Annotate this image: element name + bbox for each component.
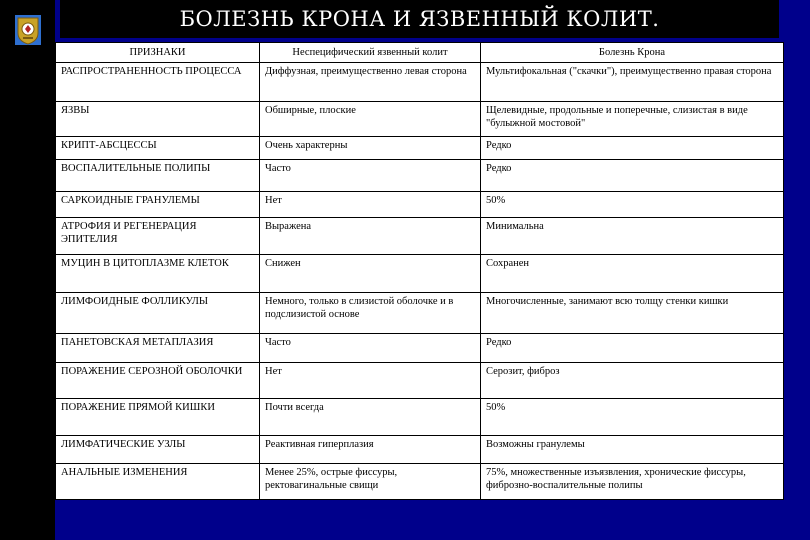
row-crohns: 50% <box>481 192 784 218</box>
table-row <box>56 102 784 137</box>
comparison-table <box>55 42 784 500</box>
table-row <box>56 293 784 334</box>
row-crohns: Возможны гранулемы <box>481 436 784 464</box>
row-sign: ПОРАЖЕНИЕ СЕРОЗНОЙ ОБОЛОЧКИ <box>56 363 260 399</box>
emblem-icon <box>15 15 41 45</box>
table-row <box>56 464 784 500</box>
table-row <box>56 436 784 464</box>
row-ulcerative-colitis: Немного, только в слизистой оболочке и в подслизистой основе <box>260 293 481 334</box>
row-sign: ЯЗВЫ <box>56 102 260 137</box>
row-ulcerative-colitis: Почти всегда <box>260 399 481 436</box>
row-sign: МУЦИН В ЦИТОПЛАЗМЕ КЛЕТОК <box>56 255 260 293</box>
table-header-row <box>56 43 784 63</box>
row-crohns: Многочисленные, занимают всю толщу стенки кишки <box>481 293 784 334</box>
row-sign: ЛИМФОИДНЫЕ ФОЛЛИКУЛЫ <box>56 293 260 334</box>
row-crohns: Мультифокальная ("скачки"), преимущественно правая сторона <box>481 63 784 102</box>
row-ulcerative-colitis: Менее 25%, острые фиссуры, ректовагинальные свищи <box>260 464 481 500</box>
row-ulcerative-colitis: Реактивная гиперплазия <box>260 436 481 464</box>
header-signs: ПРИЗНАКИ <box>56 43 260 63</box>
left-sidebar-bar <box>0 0 55 540</box>
table-row <box>56 160 784 192</box>
row-ulcerative-colitis: Часто <box>260 160 481 192</box>
row-ulcerative-colitis: Часто <box>260 334 481 363</box>
header-crohns-disease: Болезнь Крона <box>481 43 784 63</box>
row-ulcerative-colitis: Выражена <box>260 218 481 255</box>
row-crohns: Редко <box>481 137 784 160</box>
row-sign: САРКОИДНЫЕ ГРАНУЛЕМЫ <box>56 192 260 218</box>
row-crohns: Щелевидные, продольные и поперечные, слизистая в виде "булыжной мостовой" <box>481 102 784 137</box>
comparison-table-container <box>55 42 783 500</box>
table-row <box>56 218 784 255</box>
row-crohns: Сохранен <box>481 255 784 293</box>
row-ulcerative-colitis: Нет <box>260 363 481 399</box>
row-sign: ВОСПАЛИТЕЛЬНЫЕ ПОЛИПЫ <box>56 160 260 192</box>
table-row <box>56 192 784 218</box>
row-ulcerative-colitis: Диффузная, преимущественно левая сторона <box>260 63 481 102</box>
row-sign: ЛИМФАТИЧЕСКИЕ УЗЛЫ <box>56 436 260 464</box>
row-crohns: 75%, множественные изъязвления, хронические фиссуры, фиброзно-воспалительные полипы <box>481 464 784 500</box>
table-row <box>56 334 784 363</box>
row-sign: КРИПТ-АБСЦЕССЫ <box>56 137 260 160</box>
table-row <box>56 363 784 399</box>
page-title: БОЛЕЗНЬ КРОНА И ЯЗВЕННЫЙ КОЛИТ. <box>60 0 779 38</box>
row-sign: ПОРАЖЕНИЕ ПРЯМОЙ КИШКИ <box>56 399 260 436</box>
row-crohns: Редко <box>481 334 784 363</box>
row-crohns: 50% <box>481 399 784 436</box>
row-ulcerative-colitis: Снижен <box>260 255 481 293</box>
row-sign: ПАНЕТОВСКАЯ МЕТАПЛАЗИЯ <box>56 334 260 363</box>
row-ulcerative-colitis: Обширные, плоские <box>260 102 481 137</box>
row-ulcerative-colitis: Очень характерны <box>260 137 481 160</box>
row-sign: АТРОФИЯ И РЕГЕНЕРАЦИЯ ЭПИТЕЛИЯ <box>56 218 260 255</box>
header-ulcerative-colitis: Неспецифический язвенный колит <box>260 43 481 63</box>
row-crohns: Серозит, фиброз <box>481 363 784 399</box>
row-sign: РАСПРОСТРАНЕННОСТЬ ПРОЦЕССА <box>56 63 260 102</box>
table-row <box>56 255 784 293</box>
table-row <box>56 399 784 436</box>
row-crohns: Редко <box>481 160 784 192</box>
table-row <box>56 63 784 102</box>
row-ulcerative-colitis: Нет <box>260 192 481 218</box>
table-row <box>56 137 784 160</box>
row-crohns: Минимальна <box>481 218 784 255</box>
row-sign: АНАЛЬНЫЕ ИЗМЕНЕНИЯ <box>56 464 260 500</box>
